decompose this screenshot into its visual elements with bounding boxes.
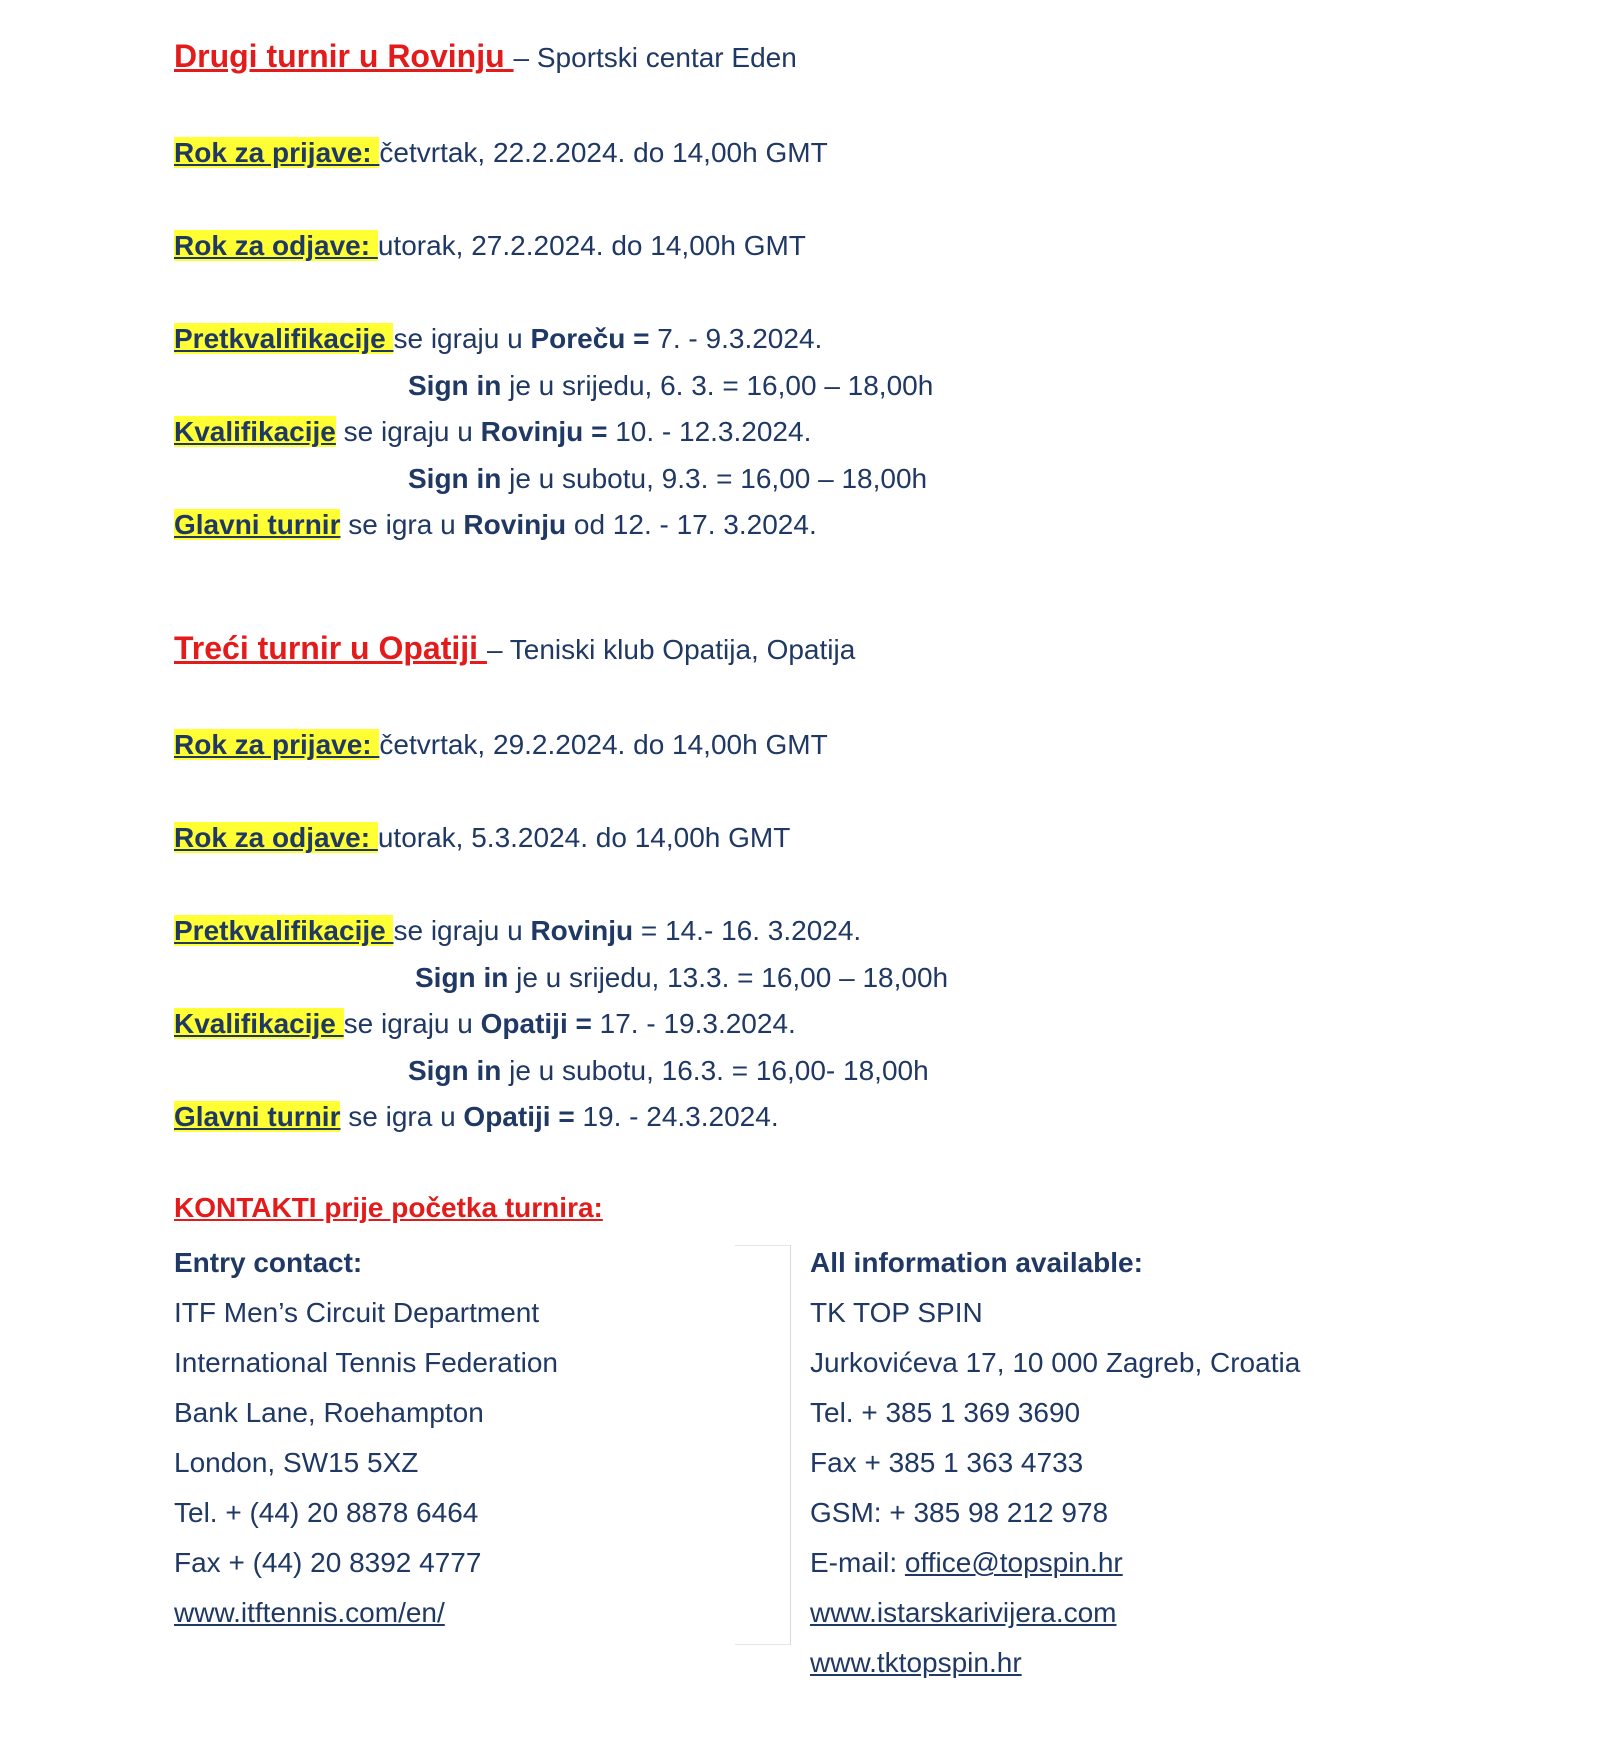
t2-entry-label: Rok za prijave:: [174, 729, 380, 760]
t1-entry-text: četvrtak, 22.2.2024. do 14,00h GMT: [379, 137, 828, 168]
t2-main-label: Glavni turnir: [174, 1101, 341, 1132]
contacts-divider: [790, 1245, 791, 1645]
t1-main-dates: od 12. - 17. 3.2024.: [566, 509, 817, 540]
t1-qual-signin-label: Sign in: [408, 463, 502, 494]
tournament1-title: Drugi turnir u Rovinju: [174, 38, 514, 74]
email-label: E-mail:: [810, 1547, 905, 1578]
t1-main-label: Glavni turnir: [174, 509, 341, 540]
email-line: [810, 1545, 1123, 1581]
info-contact-line: TK TOP SPIN: [810, 1297, 983, 1328]
tktopspin-link[interactable]: www.tktopspin.hr: [810, 1647, 1022, 1678]
entry-contact-line: London, SW15 5XZ: [174, 1447, 419, 1478]
t1-prequal-dates: 7. - 9.3.2024.: [657, 323, 823, 354]
t1-qual-signin-text: je u subotu, 9.3. = 16,00 – 18,00h: [501, 463, 928, 494]
t2-qual-line: [174, 1006, 796, 1042]
tournament2-heading: [174, 630, 855, 668]
entry-contact-line: Fax + (44) 20 8392 4777: [174, 1547, 482, 1578]
istarskarivijera-link[interactable]: www.istarskarivijera.com: [810, 1597, 1117, 1628]
t1-prequal-signin-label: Sign in: [408, 370, 502, 401]
t1-prequal-signin: [408, 368, 933, 404]
info-contact-line: Tel. + 385 1 369 3690: [810, 1397, 1081, 1428]
tournament1-venue: – Sportski centar Eden: [513, 42, 797, 73]
t2-qual-dates: 17. - 19.3.2024.: [599, 1008, 796, 1039]
entry-contact-line: ITF Men’s Circuit Department: [174, 1297, 540, 1328]
contacts-heading: KONTAKTI prije početka turnira:: [174, 1192, 603, 1223]
info-contact-line: GSM: + 385 98 212 978: [810, 1497, 1109, 1528]
t1-qual-line: [174, 414, 811, 450]
tournament2-title: Treći turnir u Opatiji: [174, 630, 487, 666]
email-link[interactable]: office@topspin.hr: [904, 1547, 1123, 1578]
t1-main-place: Rovinju: [463, 509, 567, 540]
t2-prequal-signin-text: je u srijedu, 13.3. = 16,00 – 18,00h: [508, 962, 949, 993]
t1-withdraw-text: utorak, 27.2.2024. do 14,00h GMT: [377, 230, 806, 261]
t2-prequal-signin-label: Sign in: [415, 962, 509, 993]
itf-website-link[interactable]: www.itftennis.com/en/: [174, 1597, 445, 1628]
entry-contact-heading: Entry contact:: [174, 1247, 363, 1278]
t2-prequal-label: Pretkvalifikacije: [174, 915, 394, 946]
t2-qual-place: Opatiji =: [480, 1008, 600, 1039]
t1-main-line: [174, 507, 817, 543]
t1-qual-dates: 10. - 12.3.2024.: [615, 416, 812, 447]
t2-main-dates: 19. - 24.3.2024.: [582, 1101, 779, 1132]
t2-prequal-dates: = 14.- 16. 3.2024.: [633, 915, 862, 946]
t2-withdraw-text: utorak, 5.3.2024. do 14,00h GMT: [377, 822, 791, 853]
t1-entry-label: Rok za prijave:: [174, 137, 380, 168]
t1-entry-deadline: [174, 135, 828, 171]
info-contact-heading: All information available:: [810, 1247, 1143, 1278]
t1-qual-text: se igraju u: [335, 416, 481, 447]
t2-qual-text: se igraju u: [343, 1008, 481, 1039]
contacts-top-rule: [735, 1245, 790, 1246]
t1-main-text: se igra u: [340, 509, 464, 540]
t1-qual-place: Rovinju =: [480, 416, 616, 447]
t1-withdraw-label: Rok za odjave:: [174, 230, 378, 261]
entry-contact-line: Tel. + (44) 20 8878 6464: [174, 1497, 479, 1528]
t2-entry-text: četvrtak, 29.2.2024. do 14,00h GMT: [379, 729, 828, 760]
t2-prequal-place: Rovinju: [530, 915, 634, 946]
t1-prequal-label: Pretkvalifikacije: [174, 323, 394, 354]
t2-qual-signin-text: je u subotu, 16.3. = 16,00- 18,00h: [501, 1055, 929, 1086]
t2-withdraw-label: Rok za odjave:: [174, 822, 378, 853]
entry-contact-line: International Tennis Federation: [174, 1347, 558, 1378]
t2-qual-signin-label: Sign in: [408, 1055, 502, 1086]
t1-prequal-text: se igraju u: [393, 323, 531, 354]
t2-entry-deadline: [174, 727, 828, 763]
t2-prequal-line: [174, 913, 861, 949]
entry-contact-line: Bank Lane, Roehampton: [174, 1397, 484, 1428]
t1-qual-label: Kvalifikacije: [174, 416, 336, 447]
t1-prequal-signin-text: je u srijedu, 6. 3. = 16,00 – 18,00h: [501, 370, 934, 401]
t2-prequal-text: se igraju u: [393, 915, 531, 946]
t2-withdraw-deadline: [174, 820, 790, 856]
t2-main-place: Opatiji =: [463, 1101, 583, 1132]
tournament2-venue: – Teniski klub Opatija, Opatija: [486, 634, 856, 665]
t1-prequal-line: [174, 321, 822, 357]
t2-qual-label: Kvalifikacije: [174, 1008, 344, 1039]
t1-prequal-place: Poreču =: [530, 323, 658, 354]
t2-main-line: [174, 1099, 779, 1135]
contacts-bottom-rule: [735, 1644, 790, 1645]
t1-qual-signin: [408, 461, 927, 497]
t2-prequal-signin: [415, 960, 948, 996]
info-contact-line: Jurkovićeva 17, 10 000 Zagreb, Croatia: [810, 1347, 1301, 1378]
t2-main-text: se igra u: [340, 1101, 464, 1132]
tournament1-heading: [174, 38, 797, 76]
info-contact-line: Fax + 385 1 363 4733: [810, 1447, 1084, 1478]
t1-withdraw-deadline: [174, 228, 806, 264]
t2-qual-signin: [408, 1053, 929, 1089]
